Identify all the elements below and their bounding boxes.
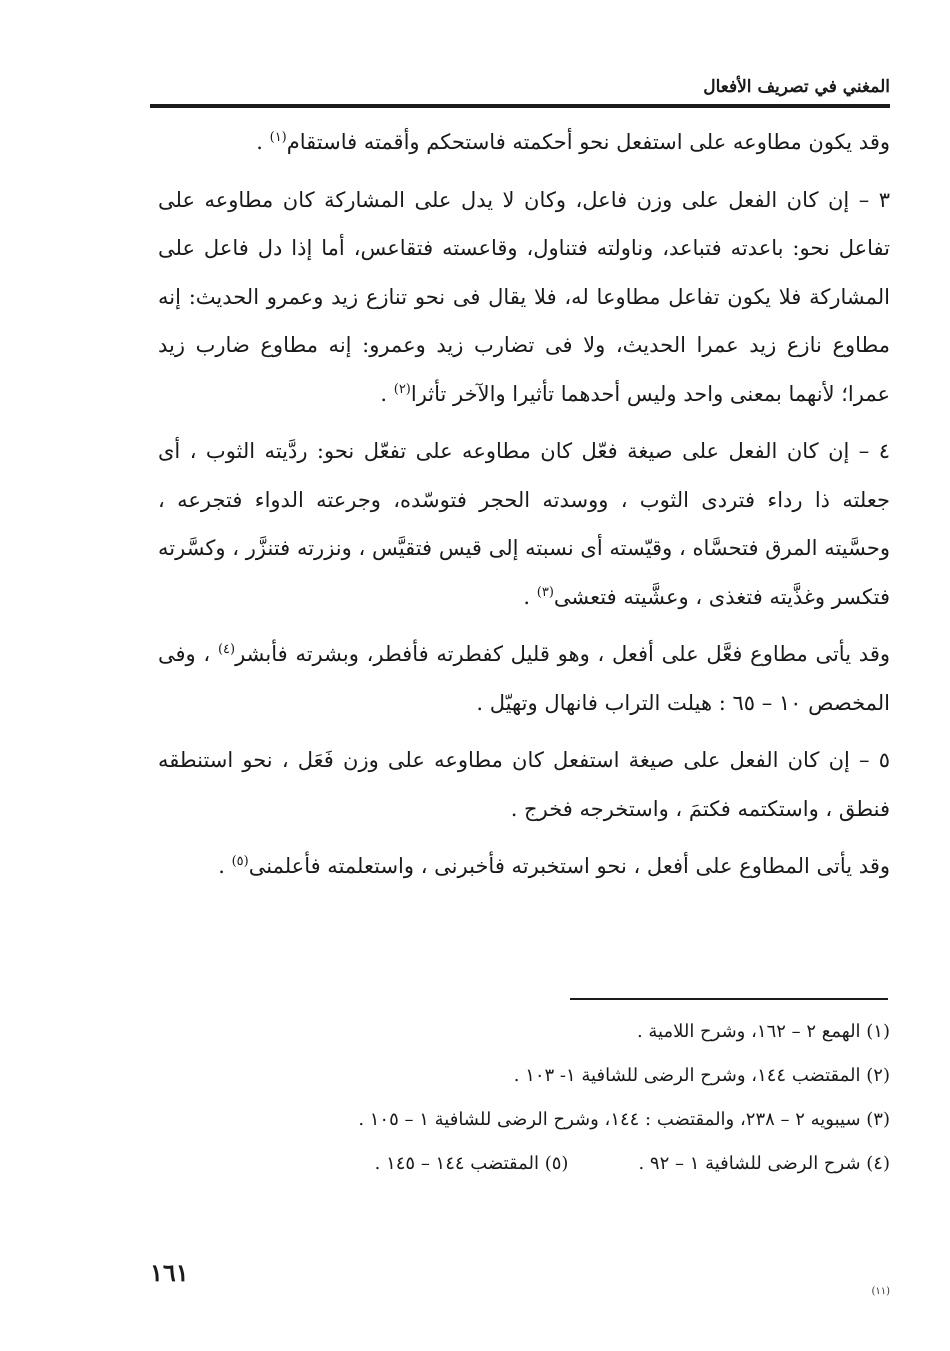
header-rule bbox=[150, 104, 890, 108]
footnotes bbox=[158, 1010, 890, 1186]
paragraph-text: وقد يكون مطاوعه على استفعل نحو أحكمته فاستحكم وأقمته فاستقام bbox=[286, 130, 890, 154]
paragraph-end: . bbox=[218, 854, 232, 878]
paragraph-text: وقد يأتى مطاوع فعَّل على أفعل ، وهو قليل كفطرته فأفطر، وبشرته فأبشر bbox=[235, 642, 890, 666]
footnote-ref: (٤) bbox=[217, 642, 236, 657]
paragraph-text: وقد يأتى المطاوع على أفعل ، نحو استخبرته فأخبرنى ، واستعلمته فأعلمنى bbox=[248, 854, 890, 878]
paragraph bbox=[158, 118, 890, 167]
page-number: ١٦١ bbox=[150, 1258, 189, 1287]
paragraph bbox=[158, 427, 890, 621]
footnote-row bbox=[158, 1142, 890, 1186]
footnote-ref: (٣) bbox=[536, 584, 554, 600]
footnote-rule bbox=[570, 998, 888, 1000]
paragraph-end: . bbox=[380, 381, 394, 406]
body-text bbox=[158, 118, 890, 900]
footnote-ref: (١) bbox=[269, 130, 287, 145]
paragraph bbox=[158, 736, 890, 833]
footnote-item: (٢) المقتضب ١٤٤، وشرح الرضى للشافية ١- ١٠٣ . bbox=[513, 1065, 890, 1086]
footnote-ref: (٢) bbox=[393, 381, 411, 397]
footnote-item: (٣) سيبويه ٢ – ٢٣٨، والمقتضب : ١٤٤، وشرح الرضى للشافية ١ – ١٠٥ . bbox=[358, 1109, 890, 1130]
footnote-item: (٥) المقتضب ١٤٤ – ١٤٥ . bbox=[374, 1153, 569, 1174]
paragraph-text: ٤ – إن كان الفعل على صيغة فعّل كان مطاوعه على تفعّل نحو: ردَّيته الثوب ، أى جعلته ذا رداء فتردى الثوب ، ووسدته الحجر فتوسّده، وجرعته الدواء فتجرعه ، وحسَّيته المرق فتحسَّاه ، وقيّسته أى نسبته إلى قيس فتقيَّس ، ونزرته فتنزَّر ، وكسَّرته فتكسر وغذَّيته فتغذى ، وعشَّيته فتعشى bbox=[158, 439, 890, 609]
paragraph bbox=[158, 176, 890, 419]
paragraph-end: . bbox=[523, 584, 537, 609]
paragraph bbox=[158, 630, 890, 727]
signature-mark: (١١) bbox=[871, 1286, 890, 1297]
footnote-item: (٤) شرح الرضى للشافية ١ – ٩٢ . bbox=[638, 1153, 890, 1174]
paragraph-end: . bbox=[256, 130, 270, 154]
paragraph-end: ، وفى المخصص ١٠ – ٦٥ : هيلت التراب فانهال وتهيّل . bbox=[158, 642, 890, 715]
paragraph-text: ٥ – إن كان الفعل على صيغة استفعل كان مطاوعه على وزن فَعَل ، نحو استنطقه فنطق ، واستكتمه فكتمَ ، واستخرجه فخرج . bbox=[158, 748, 890, 821]
paragraph bbox=[158, 842, 890, 891]
footnote-ref: (٥) bbox=[231, 854, 249, 869]
footnote-item: (١) الهمع ٢ – ١٦٢، وشرح اللامية . bbox=[636, 1021, 890, 1042]
paragraph-text: ٣ – إن كان الفعل على وزن فاعل، وكان لا يدل على المشاركة كان مطاوعه على تفاعل نحو: باعدته فتباعد، وناولته فتناول، وقاعسته فتقاعس، أما إذا دل فاعل على المشاركة فلا يكون تفاعل مطاوعا له، فلا يقال فى نحو تنازع زيد وعمرو الحديث: إنه مطاوع نازع زيد عمرا الحديث، ولا فى تضارب زيد وعمرو: إنه مطاوع ضارب زيد عمرا؛ لأنهما بمعنى واحد وليس أحدهما تأثيرا والآخر تأثرا bbox=[158, 187, 890, 406]
running-header: المغني في تصريف الأفعال bbox=[703, 77, 890, 97]
